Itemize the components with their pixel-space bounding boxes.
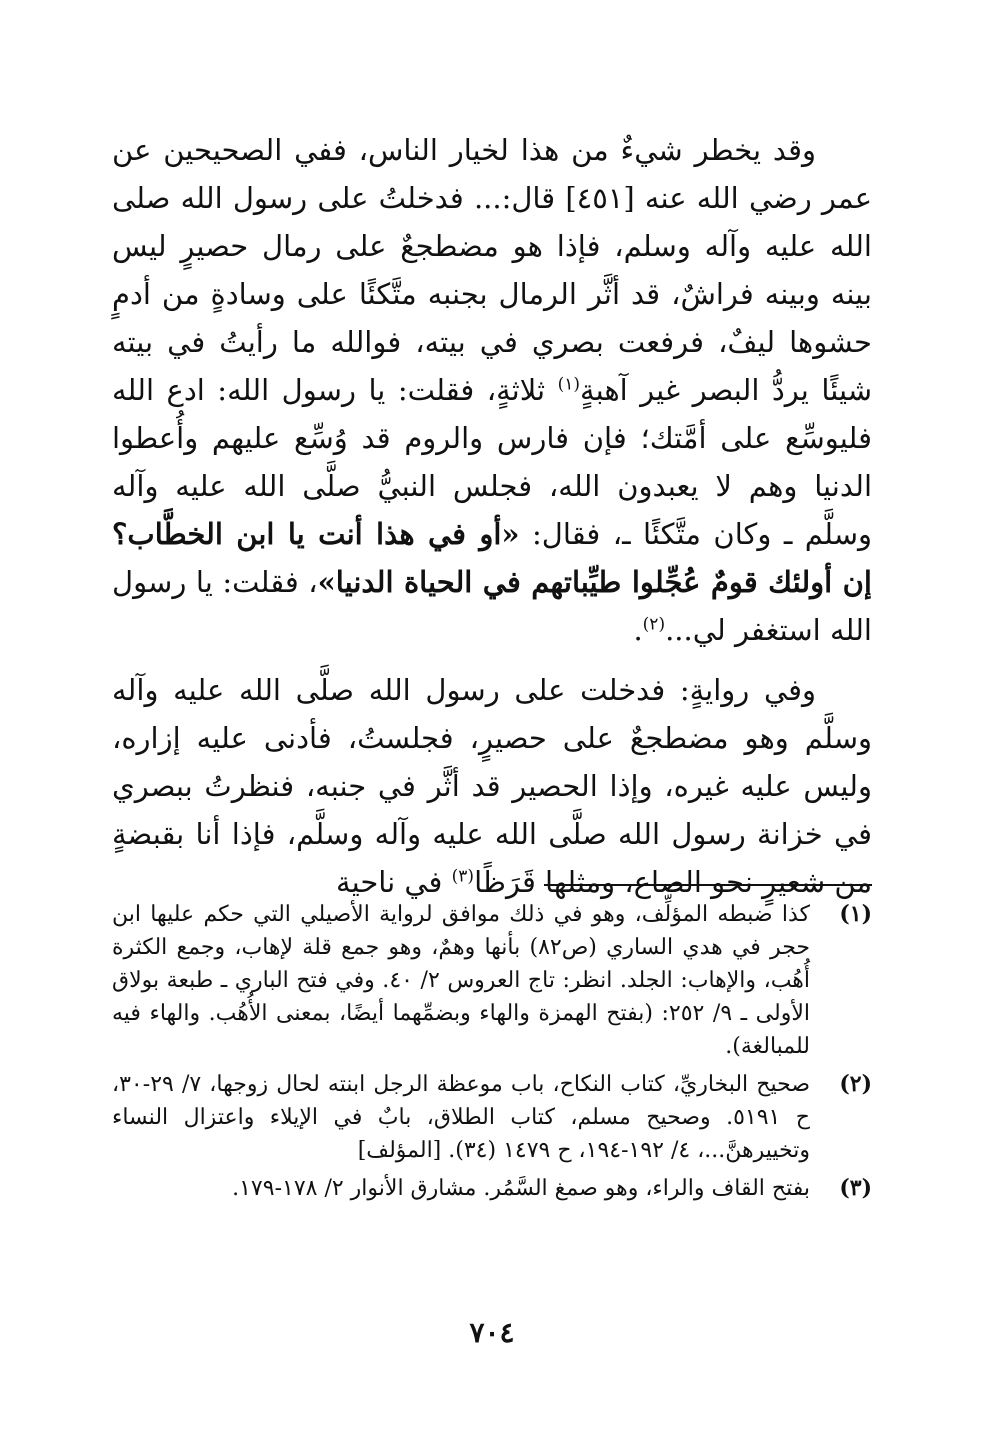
hadith-quote: «أو في هذا أنت يا ابن الخطَّاب؟ إن أولئك قومٌ عُجِّلوا طيِّباتهم في الحياة الدنيا» [112, 517, 872, 599]
paragraph-1-text-c: ، فقلت: يا رسول الله استغفر لي... [112, 565, 872, 647]
paragraph-2-text-a: وفي روايةٍ: فدخلت على رسول الله صلَّى الله عليه وآله وسلَّم وهو مضطجعٌ على حصيرٍ، فجلستُ، فأدنى عليه إزاره، وليس عليه غيره، وإذا الحصير قد أثَّر في جنبه، فنظرتُ ببصري في خزانة رسول الله صلَّى الله عليه وآله وسلَّم، فإذا أنا بقبضةٍ من شعيرٍ نحو الصاع، ومثلها قَرَظًا [112, 673, 872, 899]
footnote-text: كذا ضبطه المؤلِّف، وهو في ذلك موافق لرواية الأصيلي التي حكم عليها ابن حجر في هدي الساري (ص٨٢) بأنها وهمٌ، وهو جمع قلة لإهاب، وجمع الكثرة أُهُب، والإهاب: الجلد. انظر: تاج العروس ٢/ ٤٠. وفي فتح الباري ـ طبعة بولاق الأولى ـ ٩/ ٢٥٢: (بفتح الهمزة والهاء وبضمِّهما أيضًا، بمعنى الأُهُب. والهاء فيه للمبالغة). [112, 902, 811, 1059]
paragraph-1-text-a: وقد يخطر شيءٌ من هذا لخيار الناس، ففي الصحيحين عن عمر رضي الله عنه [٤٥١] قال:... فدخلتُ على رسول الله صلى الله عليه وآله وسلم، فإذا هو مضطجعٌ على رمال حصيرٍ ليس بينه وبينه فراشٌ، قد أثَّر الرمال بجنبه متَّكئًا على وسادةٍ من أدمٍ حشوها ليفٌ، فرفعت بصري في بيته، فوالله ما رأيتُ في بيته شيئًا يردُّ البصر غير آهبةٍ [112, 133, 873, 407]
footnote-ref-3[interactable]: (٣) [451, 866, 475, 887]
footnote-number: (٢) [839, 1071, 872, 1097]
paragraph-2 [112, 666, 872, 906]
page-number: ٧٠٤ [469, 1316, 515, 1349]
footnote-2 [112, 1068, 872, 1167]
main-text [112, 126, 872, 906]
footnote-ref-1[interactable]: (١) [557, 374, 581, 395]
paragraph-2-text-b: في ناحية [336, 865, 452, 899]
footnote-3 [112, 1172, 872, 1205]
footnote-separator [544, 884, 872, 886]
footnote-ref-2[interactable]: (٢) [642, 614, 666, 635]
footnote-number: (٣) [839, 1175, 872, 1201]
paragraph-1-text-b: ثلاثةٍ، فقلت: يا رسول الله: ادع الله فليوسِّع على أمَّتك؛ فإن فارس والروم قد وُسِّع عليهم وأُعطوا الدنيا وهم لا يعبدون الله، فجلس النبيُّ صلَّى الله عليه وآله وسلَّم ـ وكان متَّكئًا ـ، فقال: [112, 373, 872, 551]
footnote-text: بفتح القاف والراء، وهو صمغ السَّمُر. مشارق الأنوار ٢/ ١٧٨-١٧٩. [232, 1176, 810, 1201]
footnote-1 [112, 898, 872, 1063]
paragraph-1-end: . [633, 613, 643, 647]
footnote-number: (١) [839, 901, 872, 927]
footnotes [112, 898, 872, 1210]
paragraph-1 [112, 126, 872, 654]
footnote-text: صحيح البخاريِّ، كتاب النكاح، باب موعظة الرجل ابنته لحال زوجها، ٧/ ٢٩-٣٠، ح ٥١٩١. وصحيح مسلم، كتاب الطلاق، بابٌ في الإيلاء واعتزال النساء وتخييرهنَّ...، ٤/ ١٩٢-١٩٤، ح ١٤٧٩ (٣٤). [المؤلف] [112, 1072, 811, 1163]
